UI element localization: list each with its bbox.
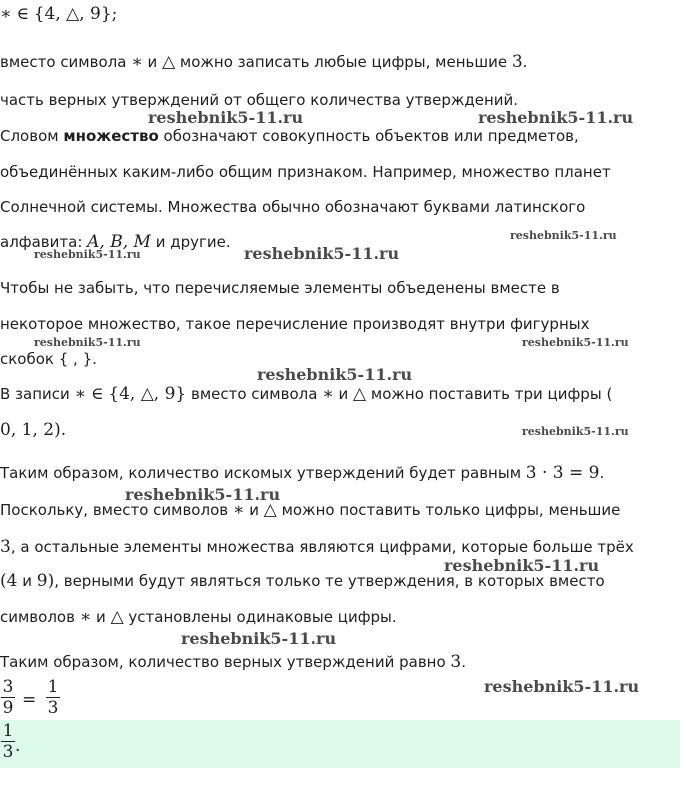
paragraph-line: Чтобы не забыть, что перечисляемые элементы объеденены вместе в bbox=[0, 279, 560, 297]
paragraph-line: алфавита: A, B, M и другие. bbox=[0, 232, 231, 252]
watermark: reshebnik5-11.ru bbox=[181, 629, 337, 648]
paragraph-line: Таким образом, количество верных утверждений равно 3. bbox=[0, 652, 467, 672]
watermark: reshebnik5-11.ru bbox=[244, 244, 400, 263]
paragraph-line: объединённых каким-либо общим признаком. Например, множество планет bbox=[0, 163, 611, 181]
watermark: reshebnik5-11.ru bbox=[484, 677, 640, 696]
fraction-three-ninths: 3 9 bbox=[2, 677, 14, 718]
paragraph-line: 0, 1, 2). bbox=[0, 420, 67, 440]
watermark: reshebnik5-11.ru bbox=[125, 485, 281, 504]
answer-fraction: 1 3 bbox=[2, 721, 14, 762]
text-line: вместо символа ∗ и △ можно записать любые цифры, меньшие 3. bbox=[0, 52, 528, 72]
watermark: reshebnik5-11.ru bbox=[444, 556, 600, 575]
paragraph-line: 3, а остальные элементы множества являются цифрами, которые больше трёх bbox=[0, 537, 634, 557]
paragraph-line: некоторое множество, такое перечисление производят внутри фигурных bbox=[0, 315, 590, 333]
set-line: ∗ ∈ {4, △, 9}; bbox=[0, 4, 118, 24]
watermark: reshebnik5-11.ru bbox=[522, 425, 629, 438]
paragraph-line: Таким образом, количество искомых утверждений будет равным 3 · 3 = 9. bbox=[0, 463, 605, 483]
watermark: reshebnik5-11.ru bbox=[257, 365, 413, 384]
paragraph-line: Словом множество обозначают совокупность объектов или предметов, bbox=[0, 127, 579, 145]
term-bold: множество bbox=[63, 127, 159, 145]
paragraph-line: скобок { , }. bbox=[0, 350, 97, 368]
paragraph-line: символов ∗ и △ установлены одинаковые цифры. bbox=[0, 607, 397, 627]
watermark: reshebnik5-11.ru bbox=[522, 336, 629, 349]
watermark: reshebnik5-11.ru bbox=[510, 229, 617, 242]
text-line: часть верных утверждений от общего количества утверждений. bbox=[0, 91, 519, 109]
answer-period: . bbox=[15, 736, 21, 756]
watermark: reshebnik5-11.ru bbox=[148, 108, 304, 127]
paragraph-line: Поскольку, вместо символов ∗ и △ можно поставить только цифры, меньшие bbox=[0, 500, 621, 520]
equals-sign: = bbox=[22, 690, 37, 710]
fraction-one-third: 1 3 bbox=[47, 677, 59, 718]
paragraph-line: В записи ∗ ∈ {4, △, 9} вместо символа ∗ и △ можно поставить три цифры ( bbox=[0, 384, 613, 404]
watermark: reshebnik5-11.ru bbox=[34, 248, 141, 261]
paragraph-line: (4 и 9), верными будут являться только те утверждения, в которых вместо bbox=[0, 571, 605, 591]
paragraph-line: Солнечной системы. Множества обычно обозначают буквами латинского bbox=[0, 198, 586, 216]
watermark: reshebnik5-11.ru bbox=[34, 336, 141, 349]
watermark: reshebnik5-11.ru bbox=[478, 108, 634, 127]
answer-highlight bbox=[0, 720, 680, 768]
